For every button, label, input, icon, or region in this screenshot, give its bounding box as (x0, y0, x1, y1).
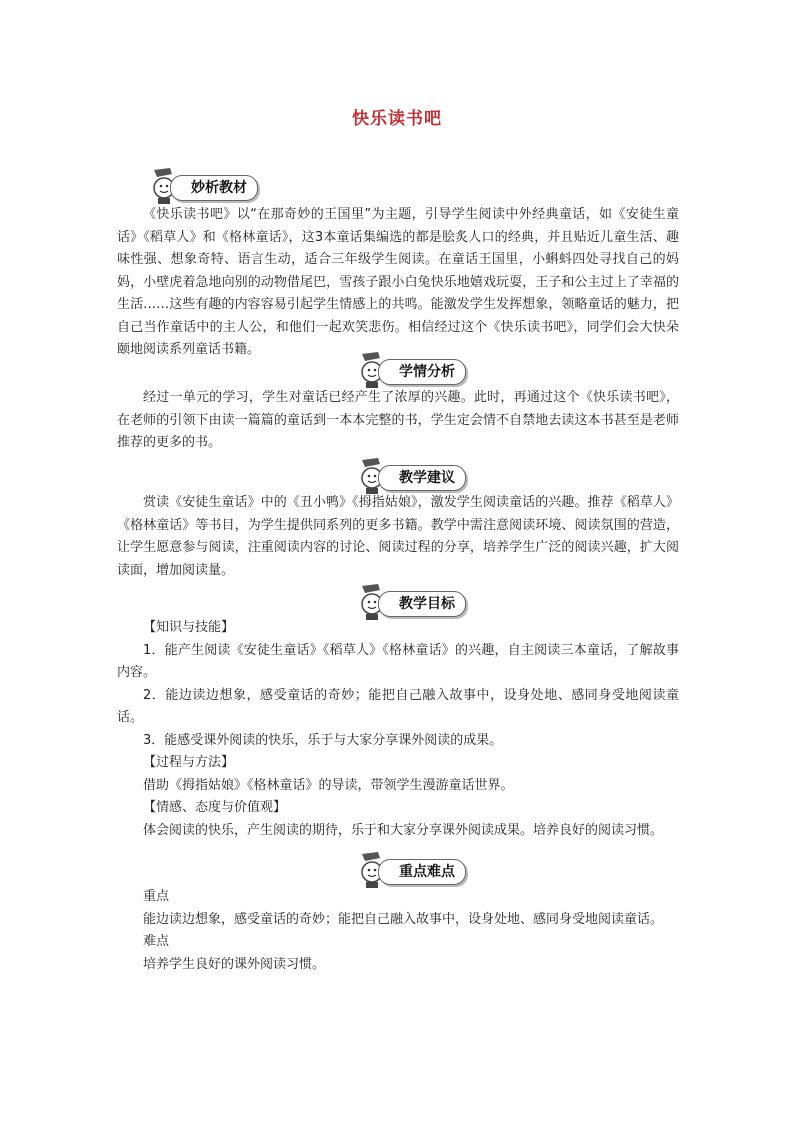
difficulty-text: 培养学生良好的课外阅读习惯。 (143, 956, 326, 972)
section-heading-analysis (148, 166, 278, 200)
page-title: 快乐读书吧 (352, 109, 442, 129)
paragraph: 借助《拇指姑娘》《格林童话》的导读，带领学生漫游童话世界。 (143, 777, 514, 793)
subheading-knowledge: 【知识与技能】 (143, 620, 235, 635)
subheading-process: 【过程与方法】 (143, 755, 235, 770)
section-heading-student (356, 350, 486, 384)
paragraph: 体会阅读的快乐，产生阅读的期待，乐于和大家分享课外阅读成果。培养良好的阅读习惯。 (143, 822, 664, 838)
subheading-attitude: 【情感、态度与价值观】 (143, 800, 287, 815)
key-label: 重点 (143, 889, 170, 904)
section-heading-key-points (356, 850, 486, 884)
paragraph: 经过一单元的学习，学生对童话已经产生了浓厚的兴趣。此时，再通过这个《快乐读书吧》，在老师的引领下由读一篇篇的童话到一本本完整的书，学生定会情不自禁地去读这本书甚至是老师推荐的更多的书。 (117, 390, 679, 450)
section-heading-label: 重点难点 (378, 859, 466, 885)
objective-item-3: 3．能感受课外阅读的快乐，乐于与大家分享课外阅读的成果。 (143, 732, 503, 748)
paragraph: 《快乐读书吧》以“在那奇妙的王国里”为主题，引导学生阅读中外经典童话，如《安徒生童话》《稻草人》和《格林童话》，这3本童话集编选的都是脍炙人口的经典，并且贴近儿童生活、趣味性强、想象奇特、语言生动，适合三年级学生阅读。在童话王国里，小蝌蚪四处寻找自己的妈妈，小壁虎着急地向别的动物借尾巴，雪孩子跟小白兔快乐地嬉戏玩耍，王子和公主过上了幸福的生活……这些有趣的内容容易引起学生情感上的共鸣。能激发学生发挥想象，领略童话的魅力，把自己当作童话中的主人公，和他们一起欢笑悲伤。相信经过这个《快乐读书吧》，同学们会大快朵颐地阅读系列童话书籍。 (117, 207, 679, 357)
section-heading-suggestion (356, 456, 486, 490)
objective-item-1: 1．能产生阅读《安徒生童话》《稻草人》《格林童话》的兴趣，自主阅读三本童话，了解故事内容。 (117, 642, 679, 680)
section-body (117, 387, 679, 455)
section-heading-objectives (356, 582, 486, 616)
paragraph: 赏读《安徒生童话》中的《丑小鸭》《拇指姑娘》，激发学生阅读童话的兴趣。推荐《稻草人》《格林童话》等书目，为学生提供同系列的更多书籍。教学中需注意阅读环境、阅读氛围的营造，让学生愿意参与阅读，注重阅读内容的讨论、阅读过程的分享，培养学生广泛的阅读兴趣，扩大阅读面，增加阅读量。 (117, 495, 679, 578)
section-heading-label: 教学目标 (378, 591, 466, 617)
section-heading-label: 教学建议 (378, 465, 466, 491)
section-body (117, 886, 679, 976)
difficulty-label: 难点 (143, 934, 170, 949)
objective-item-2: 2．能边读边想象，感受童话的奇妙；能把自己融入故事中，设身处地、感同身受地阅读童话。 (117, 687, 679, 725)
key-text: 能边读边想象，感受童话的奇妙；能把自己融入故事中，设身处地、感同身受地阅读童话。 (143, 911, 664, 927)
section-body (117, 204, 679, 362)
section-body (117, 617, 679, 842)
section-heading-label: 妙析教材 (170, 175, 258, 201)
section-body (117, 492, 679, 582)
section-heading-label: 学情分析 (378, 359, 466, 385)
